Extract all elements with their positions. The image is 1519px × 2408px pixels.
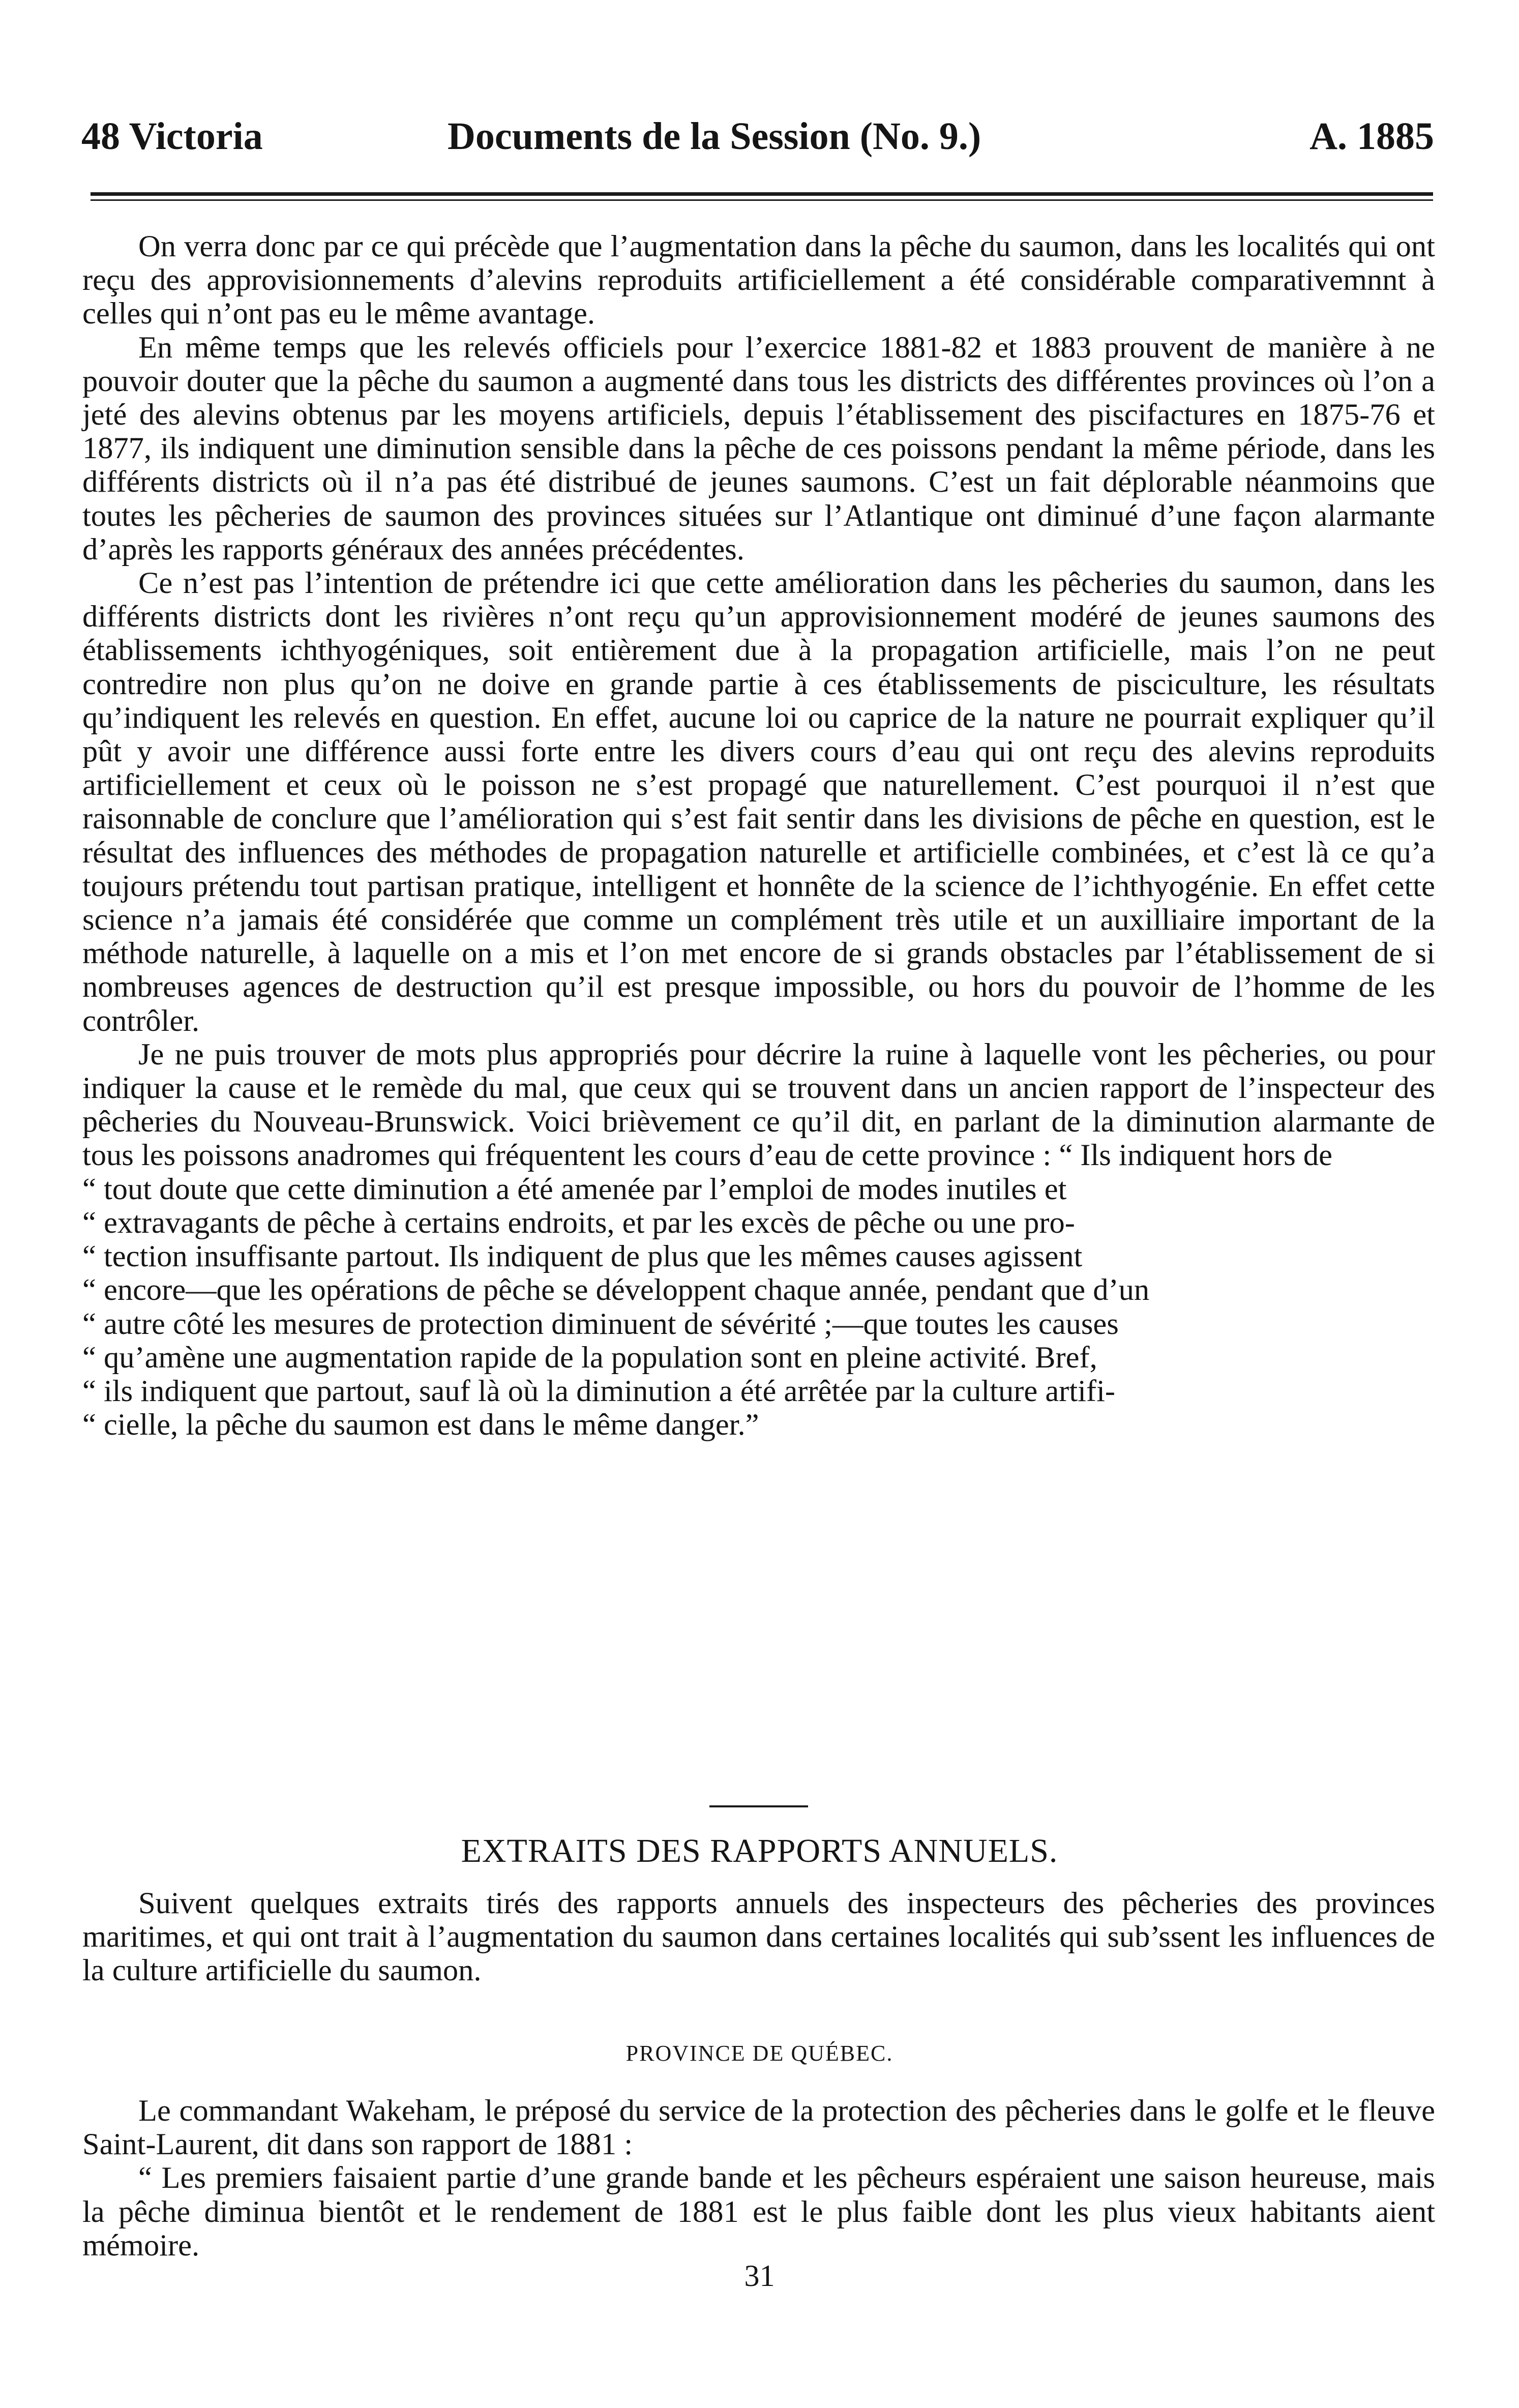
quote-line: “ encore—que les opérations de pêche se développent chaque année, pendant que d’un bbox=[82, 1273, 1150, 1307]
quote-line: “ tout doute que cette diminution a été amenée par l’emploi de modes inutiles et bbox=[82, 1172, 1067, 1206]
header-volume: 48 Victoria bbox=[81, 115, 263, 158]
quote-line: “ ils indiquent que partout, sauf là où la diminution a été arrêtée par la culture artifi- bbox=[82, 1374, 1116, 1408]
header-rule-thin bbox=[91, 199, 1433, 201]
quote-line: “ tection insuffisante partout. Ils indiquent de plus que les mêmes causes agissent bbox=[82, 1239, 1083, 1274]
quote-paragraph: “ Les premiers faisaient partie d’une grande bande et les pêcheurs espéraient une saison heureuse, mais la pêche diminua bientôt et le rendement de 1881 est le plus faible dont les plus vieux habitants aient mémoire. bbox=[82, 2161, 1435, 2263]
province-subheading: PROVINCE DE QUÉBEC. bbox=[626, 2041, 893, 2066]
quote-line: “ extravagants de pêche à certains endroits, et par les excès de pêche ou une pro- bbox=[82, 1205, 1075, 1240]
paragraph: Le commandant Wakeham, le préposé du service de la protection des pêcheries dans le golfe et le fleuve Saint-Laurent, dit dans son rapport de 1881 : bbox=[82, 2094, 1435, 2162]
quote-line: “ autre côté les mesures de protection diminuent de sévérité ;—que toutes les causes bbox=[82, 1306, 1119, 1341]
header-rule-thick bbox=[91, 192, 1433, 196]
section-text-block bbox=[82, 1887, 1435, 1988]
paragraph: En même temps que les relevés officiels pour l’exercice 1881-82 et 1883 prouvent de manière à ne pouvoir douter que la pêche du saumon a augmenté dans tous les districts des différentes provinces où l’on a jeté des alevins obtenus par les moyens artificiels, depuis l’établissement des piscifactures en 1875-76 et 1877, ils indiquent une diminution sensible dans la pêche de ces poissons pendant la même période, dans les différents districts où il n’a pas été distribué de jeunes saumons. C’est un fait déplorable néanmoins que toutes les pêcheries de saumon des provinces situées sur l’Atlantique ont diminué d’une façon alarmante d’après les rapports généraux des années précédentes. bbox=[82, 330, 1435, 567]
quebec-text-block bbox=[82, 2094, 1435, 2263]
paragraph: On verra donc par ce qui précède que l’augmentation dans la pêche du saumon, dans les localités qui ont reçu des approvisionnements d’alevins reproduits artificiellement a été considérable comparativemnnt à celles qui n’ont pas eu le même avantage. bbox=[82, 229, 1435, 331]
quote-intro-paragraph: Je ne puis trouver de mots plus appropriés pour décrire la ruine à laquelle vont les pêcheries, ou pour indiquer la cause et le remède du mal, que ceux qui se trouvent dans un ancien rapport de l’inspecteur des pêcheries du Nouveau-Brunswick. Voici brièvement ce qu’il dit, en parlant de la diminution alarmante de tous les poissons anadromes qui fréquentent les cours d’eau de cette province : “ Ils indiquent hors de bbox=[82, 1037, 1435, 1173]
paragraph: Suivent quelques extraits tirés des rapports annuels des inspecteurs des pêcheries des provinces maritimes, et qui ont trait à l’augmentation du saumon dans certaines localités qui sub’ssent les influences de la culture artificielle du saumon. bbox=[82, 1886, 1435, 1988]
paragraph: Ce n’est pas l’intention de prétendre ici que cette amélioration dans les pêcheries du saumon, dans les différents districts dont les rivières n’ont reçu qu’un approvisionnement modéré de jeunes saumons des établissements ichthyogéniques, soit entièrement due à la propagation artificielle, mais l’on ne peut contredire non plus qu’on ne doive en grande partie à ces établissements de pisciculture, les résultats qu’indiquent les relevés en question. En effet, aucune loi ou caprice de la nature ne pourrait expliquer qu’il pût y avoir une différence aussi forte entre les divers cours d’eau qui ont reçu des alevins reproduits artificiellement et ceux où le poisson ne s’est propagé que naturellement. C’est pourquoi il n’est que raisonnable de conclure que l’amélioration qui s’est fait sentir dans les divisions de pêche en question, est le résultat des influences des méthodes de propagation naturelle et artificielle combinées, et c’est là ce qu’a toujours prétendu tout partisan pratique, intelligent et honnête de la science de l’ichthyogénie. En effet cette science n’a jamais été considérée que comme un complément très utile et un auxilliaire important de la méthode naturelle, à laquelle on a mis et l’on met encore de si grands obstacles par l’établissement de si nombreuses agences de destruction qu’il est presque impossible, ou hors du pouvoir de l’homme de les contrôler. bbox=[82, 566, 1435, 1038]
quote-line: “ cielle, la pêche du saumon est dans le même danger.” bbox=[82, 1408, 759, 1442]
page-number: 31 bbox=[744, 2259, 775, 2293]
section-divider bbox=[709, 1805, 808, 1807]
header-year: A. 1885 bbox=[1309, 115, 1434, 158]
main-text-block bbox=[82, 230, 1435, 1442]
section-title: EXTRAITS DES RAPPORTS ANNUELS. bbox=[461, 1832, 1058, 1869]
quote-line: “ qu’amène une augmentation rapide de la population sont en pleine activité. Bref, bbox=[82, 1340, 1097, 1375]
header-title: Documents de la Session (No. 9.) bbox=[448, 115, 981, 158]
